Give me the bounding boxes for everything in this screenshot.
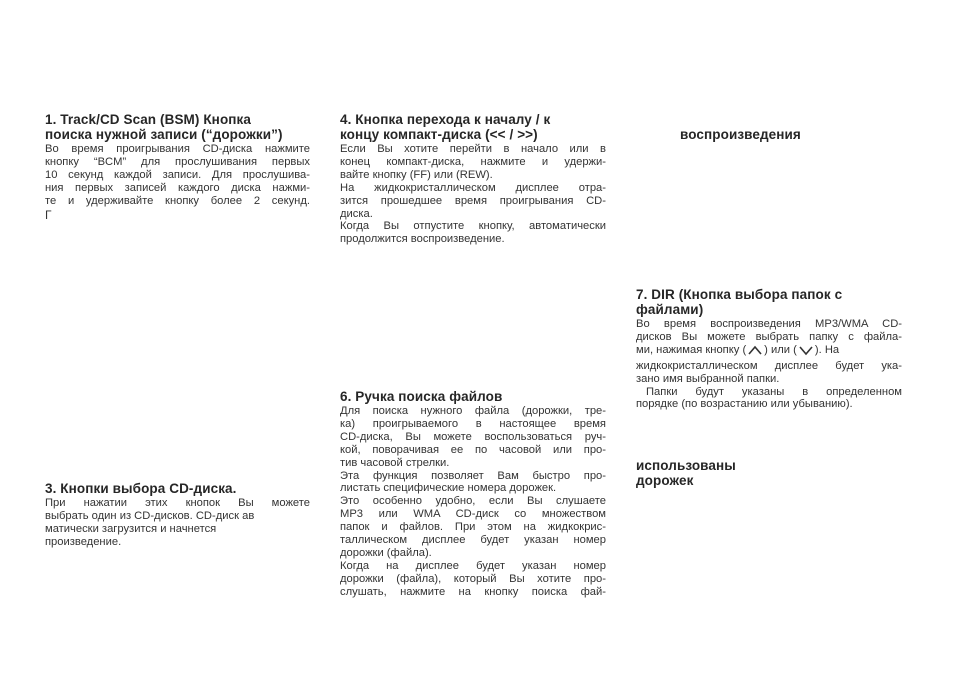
section-4 [340, 112, 606, 246]
section-3-body-line: матически загрузится и начнется [45, 522, 217, 535]
section-1-body-line: кнопку “BCM” для прослушивания первых [45, 155, 310, 168]
section-6-body-line: MP3 или WMA CD-диск со множеством [340, 508, 606, 521]
section-7-text-part: ). На [814, 343, 840, 356]
section-4-heading-line: концу компакт-диска (<< / >>) [340, 127, 538, 142]
fragment-line: дорожек [636, 473, 694, 488]
section-3-body-line: произведение. [45, 535, 122, 548]
section-4-body-line: зится прошедшее время проигрывания CD- [340, 194, 606, 207]
section-6-heading: 6. Ручка поиска файлов [340, 389, 503, 404]
section-7-heading-line: 7. DIR (Кнопка выбора папок с [636, 287, 843, 302]
section-6-body-line: Это особенно удобно, если Вы слушаете [340, 495, 606, 508]
section-1-body-line: Во время проигрывания CD-диска нажмите [45, 143, 310, 155]
section-6-body-line: Для поиска нужного файла (дорожки, тре- [340, 405, 606, 417]
section-6-body-line: ка) проигрываемого в настоящее время [340, 417, 606, 430]
section-4-body-line: Когда Вы отпустите кнопку, автоматически [340, 220, 606, 233]
fragment-voproizvedeniya: воспроизведения [680, 127, 801, 142]
section-6-body-line: листать специфические номера дорожек. [340, 482, 557, 495]
section-4-body-line: вайте кнопку (FF) или (REW). [340, 168, 493, 181]
fragment-line: использованы [636, 458, 736, 473]
section-4-body-line: На жидкокристаллическом дисплее отра- [340, 181, 606, 194]
chevron-down-icon [798, 344, 814, 360]
section-1-body [45, 143, 310, 221]
section-7-body-line: порядке (по возрастанию или убыванию). [636, 398, 853, 411]
section-7-body-line: дисков Вы можете выбрать папку с файла- [636, 330, 902, 343]
section-7-body-line: зано имя выбранной папки. [636, 372, 780, 385]
section-7-heading-line: файлами) [636, 302, 704, 317]
section-4-body [340, 143, 606, 246]
fragment-ispolzovany [636, 458, 736, 488]
section-6-body-line: Эта функция позволяет Вам быстро про- [340, 469, 606, 482]
section-1-heading-line: поиска нужной записи (“дорожки”) [45, 127, 283, 142]
section-7-body-line: жидкокристаллическом дисплее будет ука- [636, 359, 902, 372]
section-6-body-line: Когда на дисплее будет указан номер [340, 559, 606, 572]
section-1-heading-line: 1. Track/CD Scan (BSM) Кнопка [45, 112, 252, 127]
section-4-body-line: диска. [340, 207, 373, 220]
section-6-body-line: CD-диска, Вы можете воспользоваться руч- [340, 430, 606, 443]
section-6-body-line: кой, поворачивая ее по часовой или про- [340, 443, 606, 456]
section-6-body-line: дорожки (файла). [340, 546, 432, 559]
section-1 [45, 112, 310, 221]
section-6-body-line: папок и файлов. При этом на жидкокрис- [340, 521, 606, 534]
section-6-body-line: таллическом дисплее будет указан номер [340, 534, 606, 547]
section-1-body-line: 10 секунд каждой записи. Для прослушива- [45, 168, 310, 181]
section-4-body-line: продолжится воспроизведение. [340, 233, 505, 246]
section-3-body-line: выбрать один из CD-дисков. CD-диск ав [45, 509, 255, 522]
section-7-body-line: Во время воспроизведения MP3/WMA CD- [636, 318, 902, 330]
section-7 [636, 287, 902, 411]
section-7-body [636, 318, 902, 411]
section-3-heading: 3. Кнопки выбора CD-диска. [45, 481, 237, 496]
section-4-heading [340, 112, 606, 142]
chevron-up-icon [747, 344, 763, 360]
section-3 [45, 481, 310, 549]
section-3-body-line: При нажатии этих кнопок Вы можете [45, 497, 310, 509]
section-6 [340, 389, 606, 599]
section-4-body-line: Если Вы хотите перейти в начало или в [340, 143, 606, 155]
section-6-body-line: тив часовой стрелки. [340, 456, 450, 469]
section-7-text-part: ) или ( [764, 343, 797, 356]
section-6-body-line: дорожки (файла), который Вы хотите про- [340, 572, 606, 585]
section-4-heading-line: 4. Кнопка перехода к началу / к [340, 112, 551, 127]
section-7-heading [636, 287, 902, 317]
stray-glyph: Г [45, 207, 52, 222]
section-1-body-line: те и удерживайте кнопку более 2 секунд. [45, 194, 310, 207]
section-7-body-line-buttons [636, 344, 902, 360]
section-6-body [340, 405, 606, 599]
section-1-body-line: ния первых записей каждого диска нажми- [45, 181, 310, 194]
section-4-body-line: конец компакт-диска, нажмите и удержи- [340, 155, 606, 168]
section-7-body-line: Папки будут указаны в определенном [646, 385, 902, 398]
section-7-text-part: ми, нажимая кнопку ( [636, 343, 747, 356]
section-6-body-line: слушать, нажмите на кнопку поиска фай- [340, 585, 606, 598]
section-3-body [45, 497, 310, 549]
section-1-heading [45, 112, 310, 142]
